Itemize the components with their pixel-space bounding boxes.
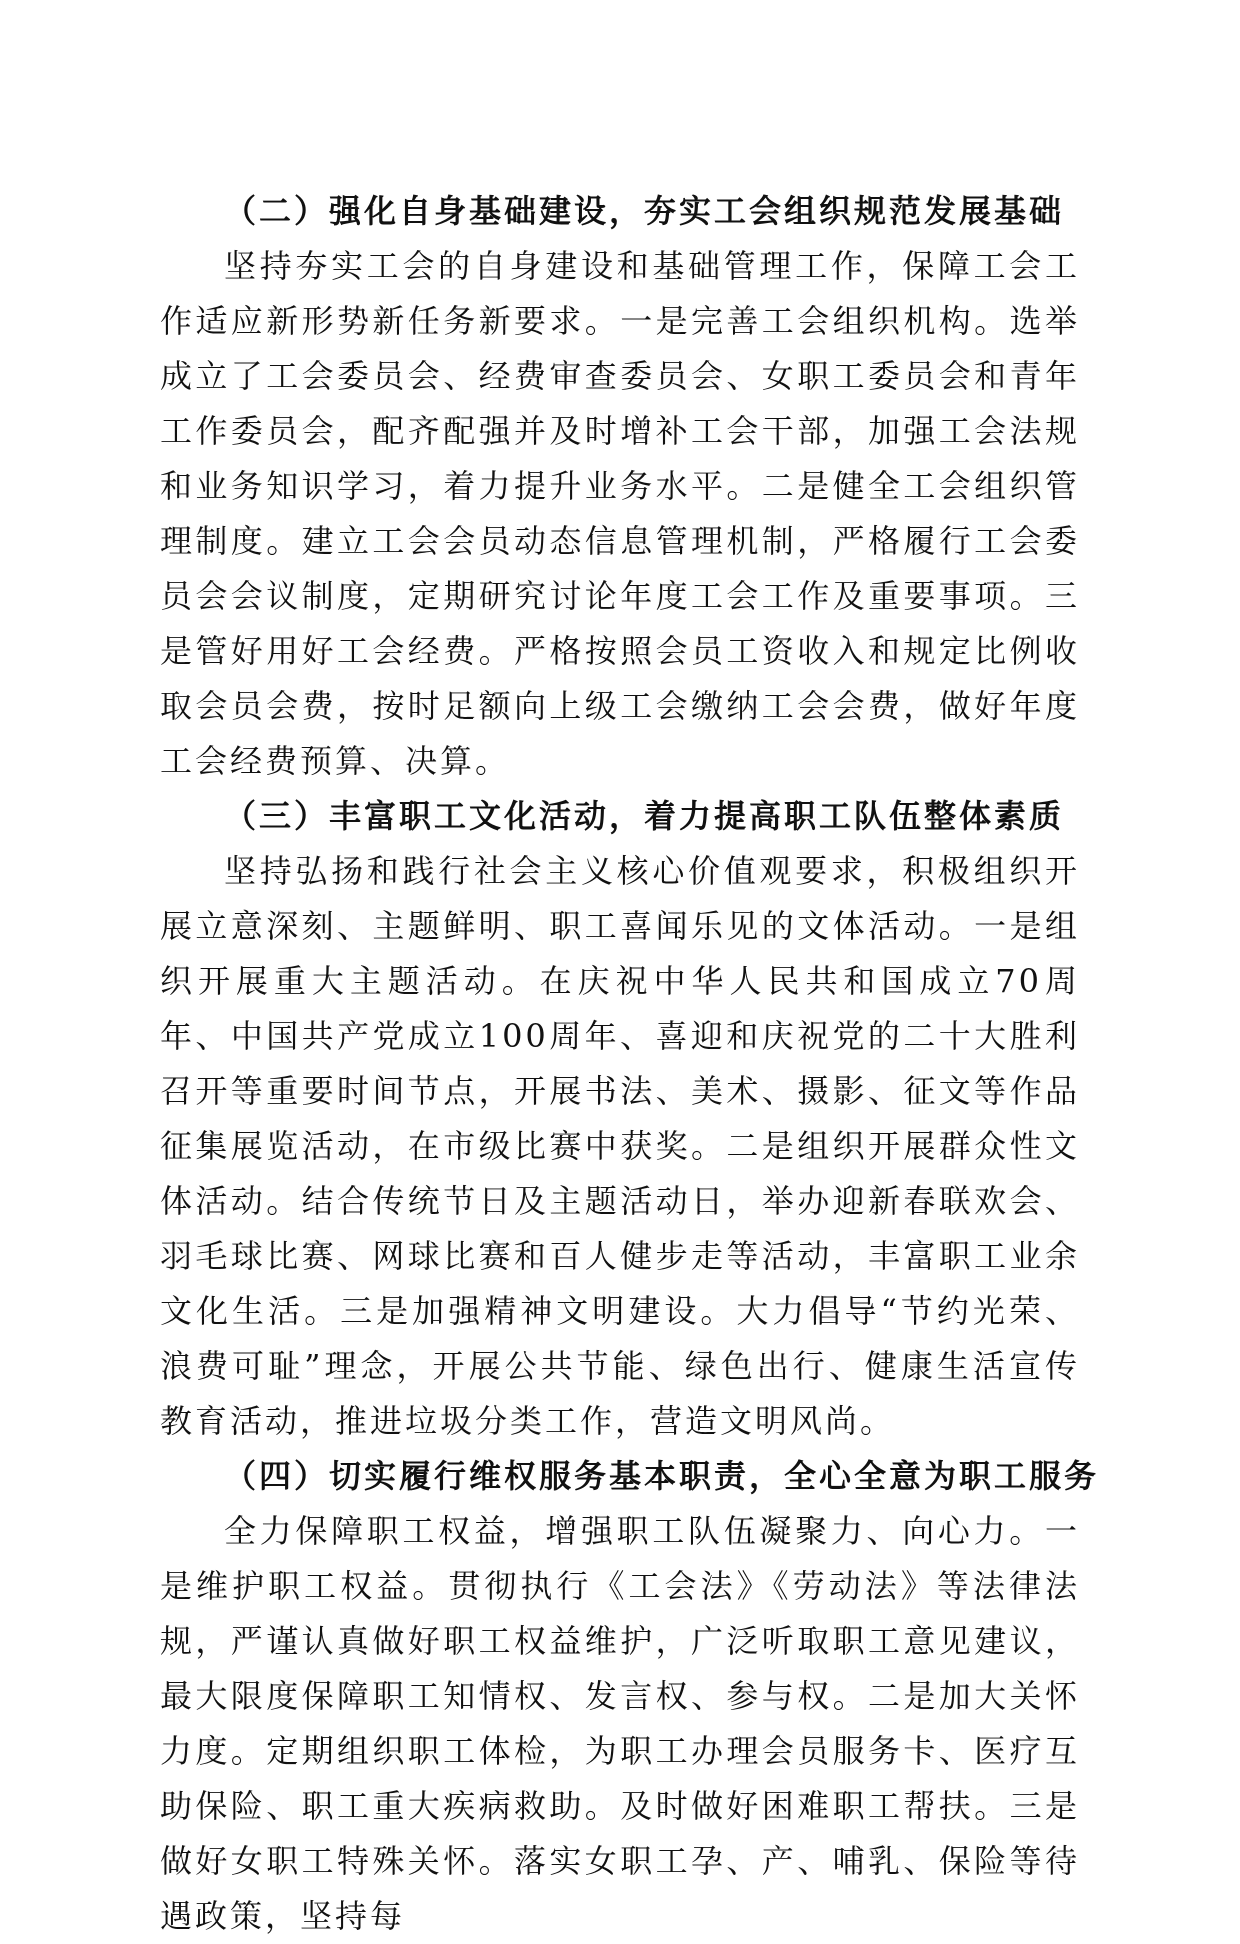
section-heading-4: （四）切实履行维权服务基本职责，全心全意为职工服务 — [224, 1457, 1100, 1495]
section-heading-2: （二）强化自身基础建设，夯实工会组织规范发展基础 — [224, 192, 1065, 230]
section-body-4: 全力保障职工权益，增强职工队伍凝聚力、向心力。一是维护职工权益。贯彻执行《工会法》《劳动法》等法律法规，严谨认真做好职工权益维护，广泛听取职工意见建议，最大限度保障职工知情权、发言权、参与权。二是加大关怀力度。定期组织职工体检，为职工办理会员服务卡、医疗互助保险、职工重大疾病救助。及时做好困难职工帮扶。三是做好女职工特殊关怀。落实女职工孕、产、哺乳、保险等待遇政策，坚持每 — [160, 1512, 1080, 1935]
section-4 — [160, 1449, 1100, 1944]
section-body-2: 坚持夯实工会的自身建设和基础管理工作，保障工会工作适应新形势新任务新要求。一是完善工会组织机构。选举成立了工会委员会、经费审查委员会、女职工委员会和青年工作委员会，配齐配强并及时增补工会干部，加强工会法规和业务知识学习，着力提升业务水平。二是健全工会组织管理制度。建立工会会员动态信息管理机制，严格履行工会委员会会议制度，定期研究讨论年度工会工作及重要事项。三是管好用好工会经费。严格按照会员工资收入和规定比例收取会员会费，按时足额向上级工会缴纳工会会费，做好年度工会经费预算、决算。 — [160, 247, 1080, 780]
section-2 — [160, 184, 1080, 789]
section-body-3: 坚持弘扬和践行社会主义核心价值观要求，积极组织开展立意深刻、主题鲜明、职工喜闻乐见的文体活动。一是组织开展重大主题活动。在庆祝中华人民共和国成立70周年、中国共产党成立100周年、喜迎和庆祝党的二十大胜利召开等重要时间节点，开展书法、美术、摄影、征文等作品征集展览活动，在市级比赛中获奖。二是组织开展群众性文体活动。结合传统节日及主题活动日，举办迎新春联欢会、羽毛球比赛、网球比赛和百人健步走等活动，丰富职工业余文化生活。三是加强精神文明建设。大力倡导“节约光荣、浪费可耻”理念，开展公共节能、绿色出行、健康生活宣传教育活动，推进垃圾分类工作，营造文明风尚。 — [160, 852, 1080, 1440]
document-page — [160, 184, 1100, 1944]
section-heading-3: （三）丰富职工文化活动，着力提高职工队伍整体素质 — [224, 797, 1065, 835]
section-3 — [160, 789, 1080, 1449]
